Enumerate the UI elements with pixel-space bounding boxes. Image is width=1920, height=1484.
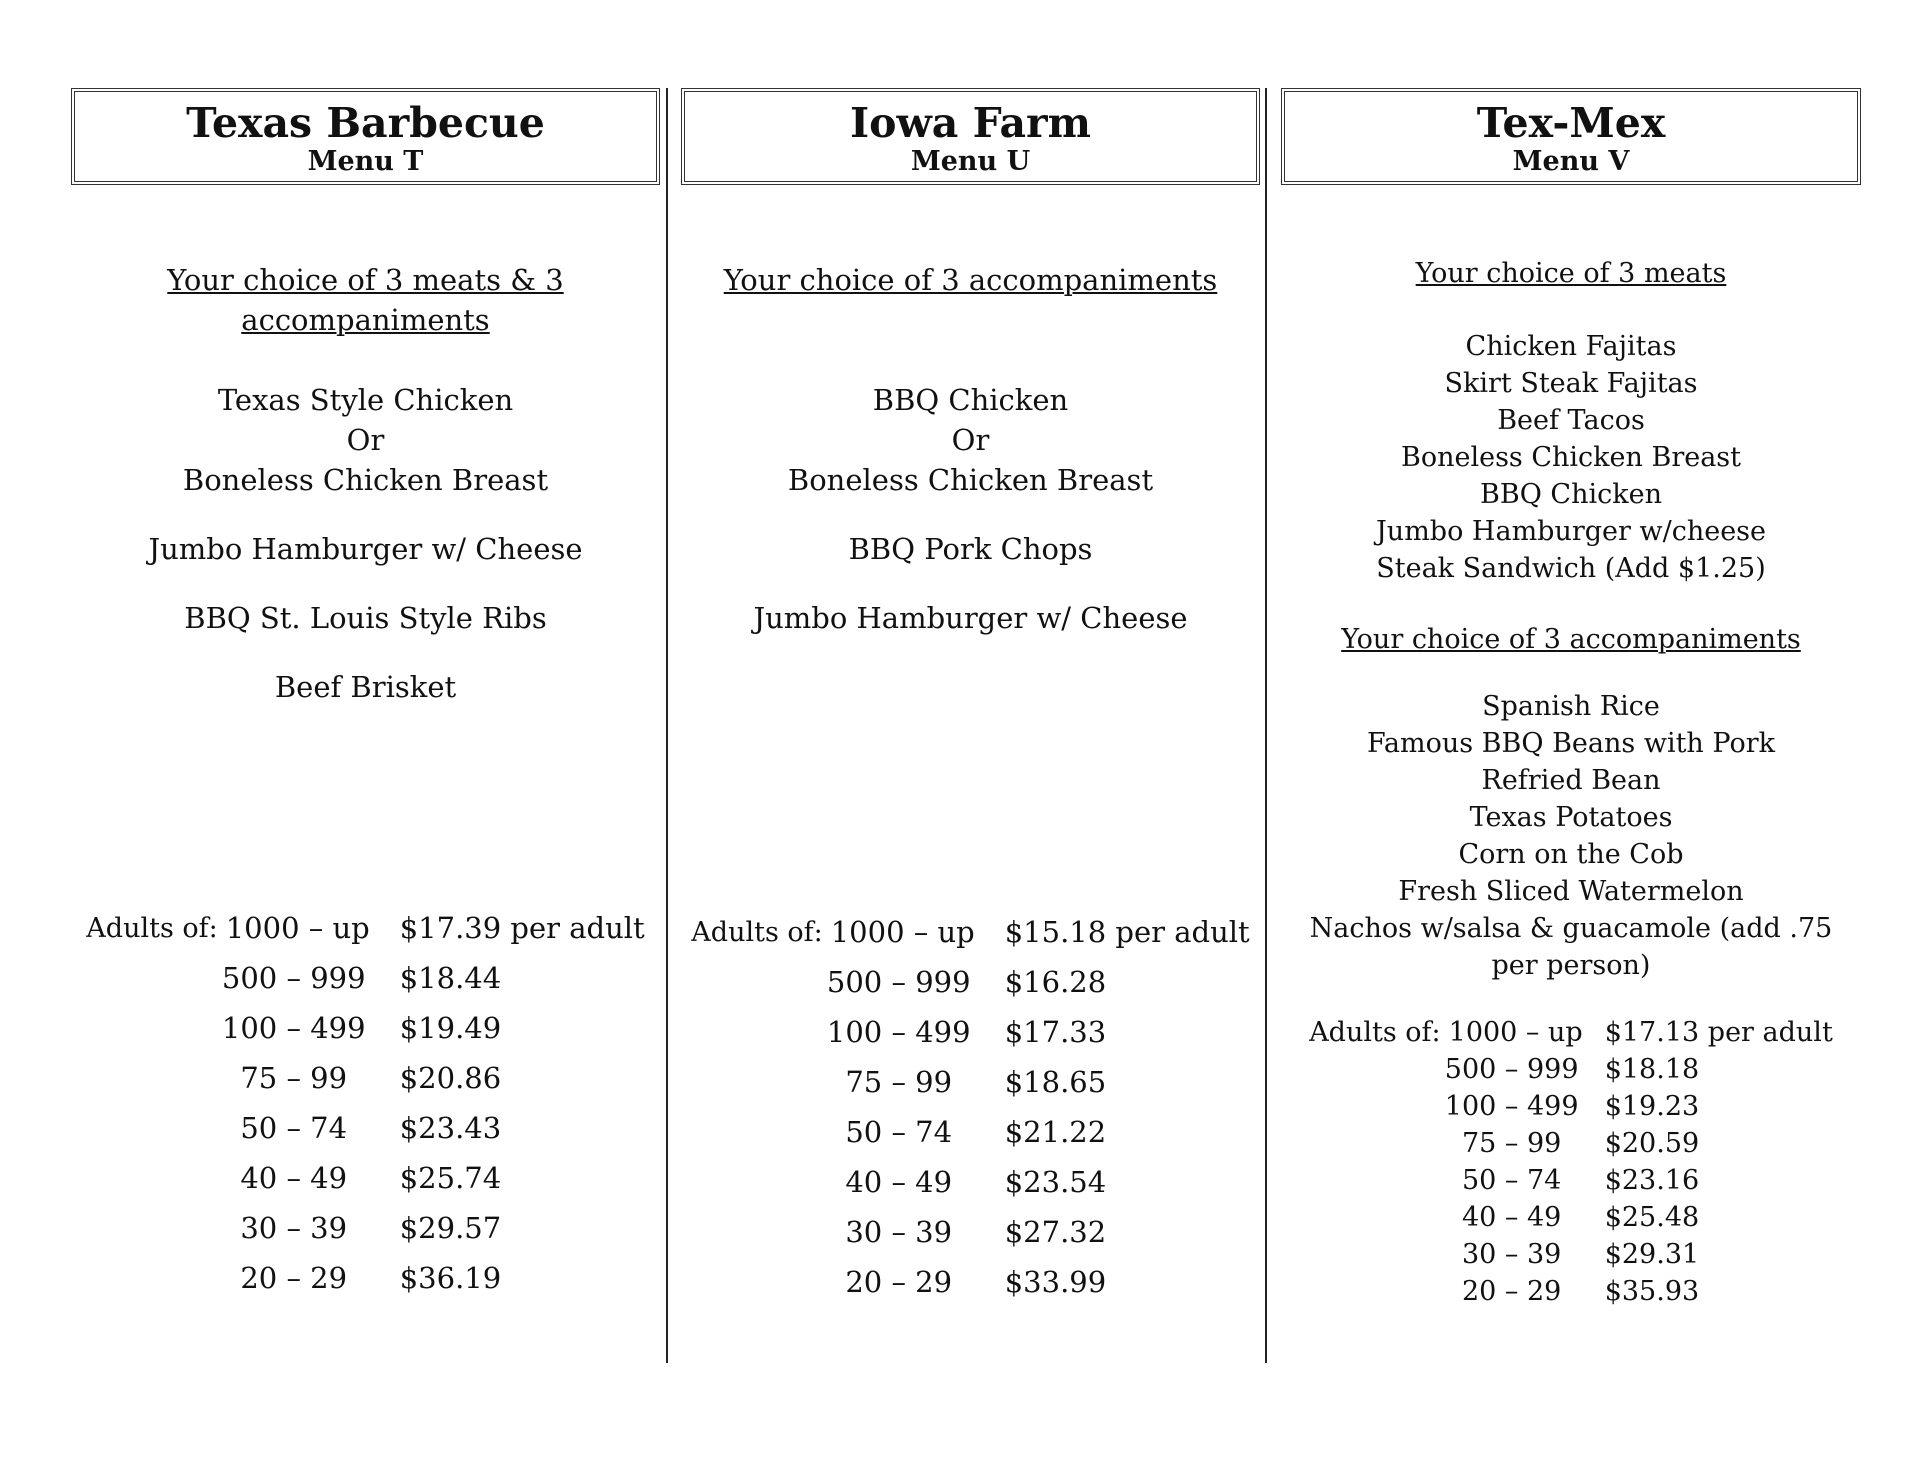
price-table [1309, 1014, 1833, 1310]
price-row [1309, 1125, 1833, 1162]
choice-heading: accompaniments [241, 303, 490, 337]
choice-heading: Your choice of 3 meats [1415, 258, 1727, 289]
price-range: 75 – 99 [845, 1065, 953, 1099]
price-table [86, 903, 644, 1303]
column-divider [666, 88, 668, 1363]
price-range: 50 – 74 [1461, 1165, 1562, 1196]
price-row [691, 1257, 1249, 1307]
menu-item: Steak Sandwich (Add $1.25) [1376, 553, 1766, 584]
price-value: $33.99 [1004, 1265, 1107, 1299]
accompaniment-item: Texas Potatoes [1469, 802, 1673, 833]
price-row [86, 1253, 644, 1303]
price-row [1309, 1162, 1833, 1199]
adults-label: Adults of: [86, 912, 218, 944]
price-value: $35.93 [1604, 1276, 1700, 1307]
price-value: $25.48 [1604, 1202, 1700, 1233]
price-value: $19.49 [399, 1011, 502, 1045]
price-row [691, 1007, 1249, 1057]
price-range: 100 – 499 [1444, 1091, 1579, 1122]
accompaniment-item: Refried Bean [1481, 765, 1661, 796]
price-range: 20 – 29 [1461, 1276, 1562, 1307]
price-value: $23.54 [1004, 1165, 1107, 1199]
price-row [86, 1103, 644, 1153]
menu-item: BBQ Chicken [872, 383, 1069, 417]
price-range: 100 – 499 [826, 1015, 971, 1049]
price-row [86, 903, 644, 953]
menu-title: Texas Barbecue [186, 99, 545, 147]
price-value: $17.39 per adult [399, 911, 645, 945]
price-row [1309, 1199, 1833, 1236]
menu-item: Boneless Chicken Breast [1400, 442, 1742, 473]
price-value: $15.18 per adult [1004, 915, 1250, 949]
accompaniment-item: Spanish Rice [1482, 691, 1660, 722]
choice-heading: Your choice of 3 meats & 3 [167, 263, 564, 297]
menu-item: Jumbo Hamburger w/ Cheese [148, 532, 583, 566]
price-row [1309, 1051, 1833, 1088]
price-range: 50 – 74 [845, 1115, 953, 1149]
price-range: 20 – 29 [240, 1261, 348, 1295]
price-row [691, 1057, 1249, 1107]
adults-label: Adults of: [1309, 1017, 1441, 1048]
menu-item: BBQ Chicken [1480, 479, 1662, 510]
price-range: 500 – 999 [826, 965, 971, 999]
menu-header [1281, 88, 1861, 185]
menu-item: Or [951, 423, 990, 457]
menu-item: Chicken Fajitas [1465, 331, 1677, 362]
price-value: $20.86 [399, 1061, 502, 1095]
menu-subtitle: Menu V [1512, 146, 1630, 177]
menu-header [681, 88, 1260, 185]
price-value: $21.22 [1004, 1115, 1107, 1149]
price-range: 1000 – up [830, 915, 975, 949]
menu-item: Jumbo Hamburger w/ Cheese [753, 601, 1188, 635]
price-row [691, 957, 1249, 1007]
price-table [691, 907, 1249, 1307]
menu-column-tex-mex [1281, 88, 1861, 1310]
price-value: $25.74 [399, 1161, 502, 1195]
price-range: 500 – 999 [221, 961, 366, 995]
meat-group [71, 380, 660, 500]
meat-group [681, 598, 1260, 638]
price-row [691, 1107, 1249, 1157]
price-row [86, 1153, 644, 1203]
price-range: 40 – 49 [1461, 1202, 1562, 1233]
price-row [691, 907, 1249, 957]
price-value: $18.65 [1004, 1065, 1107, 1099]
menu-column-texas-barbecue [71, 88, 660, 1303]
choice-heading: Your choice of 3 accompaniments [723, 263, 1218, 297]
price-value: $16.28 [1004, 965, 1107, 999]
price-row [86, 1203, 644, 1253]
price-range: 500 – 999 [1444, 1054, 1579, 1085]
meat-group [681, 529, 1260, 569]
meat-group [71, 667, 660, 707]
price-value: $27.32 [1004, 1215, 1107, 1249]
price-range: 1000 – up [1448, 1017, 1583, 1048]
menu-item: Texas Style Chicken [217, 383, 514, 417]
price-value: $23.16 [1604, 1165, 1700, 1196]
menu-item: Beef Tacos [1497, 405, 1645, 436]
accompaniment-item: Nachos w/salsa & guacamole (add .75 [1309, 913, 1833, 944]
menu-item: Beef Brisket [274, 670, 457, 704]
adults-label: Adults of: [691, 916, 823, 948]
price-range: 40 – 49 [845, 1165, 953, 1199]
column-divider [1265, 88, 1267, 1363]
price-range: 1000 – up [225, 911, 370, 945]
price-range: 75 – 99 [1461, 1128, 1562, 1159]
price-range: 40 – 49 [240, 1161, 348, 1195]
price-row [1309, 1014, 1833, 1051]
price-range: 30 – 39 [240, 1211, 348, 1245]
meat-group [71, 598, 660, 638]
menu-item: BBQ St. Louis Style Ribs [184, 601, 547, 635]
price-row [691, 1157, 1249, 1207]
menu-header [71, 88, 660, 185]
menu-item: Skirt Steak Fajitas [1444, 368, 1698, 399]
meat-list [1281, 328, 1861, 587]
price-row [691, 1207, 1249, 1257]
per-adult-label: per adult [510, 911, 645, 945]
menu-item: BBQ Pork Chops [848, 532, 1093, 566]
price-value: $20.59 [1604, 1128, 1700, 1159]
price-row [86, 1053, 644, 1103]
menu-column-iowa-farm [681, 88, 1260, 1307]
price-range: 30 – 39 [845, 1215, 953, 1249]
accompaniment-item: per person) [1491, 950, 1651, 981]
accompaniment-item: Fresh Sliced Watermelon [1398, 876, 1744, 907]
price-row [1309, 1088, 1833, 1125]
price-value: $18.44 [399, 961, 502, 995]
menu-title: Tex-Mex [1476, 99, 1666, 147]
accompaniment-item: Corn on the Cob [1458, 839, 1684, 870]
price-value: $36.19 [399, 1261, 502, 1295]
meat-group [681, 380, 1260, 500]
accompaniment-item: Famous BBQ Beans with Pork [1367, 728, 1775, 759]
price-value: $23.43 [399, 1111, 502, 1145]
price-range: 100 – 499 [221, 1011, 366, 1045]
price-value: $18.18 [1604, 1054, 1700, 1085]
menu-subtitle: Menu T [307, 146, 424, 177]
price-range: 30 – 39 [1461, 1239, 1562, 1270]
menu-item: Boneless Chicken Breast [182, 463, 549, 497]
per-adult-label: per adult [1115, 915, 1250, 949]
menu-item: Jumbo Hamburger w/cheese [1375, 516, 1767, 547]
price-value: $29.31 [1604, 1239, 1700, 1270]
price-range: 75 – 99 [240, 1061, 348, 1095]
price-row [1309, 1236, 1833, 1273]
price-row [86, 953, 644, 1003]
price-value: $17.33 [1004, 1015, 1107, 1049]
per-adult-label: per adult [1707, 1017, 1833, 1048]
price-row [86, 1003, 644, 1053]
price-row [1309, 1273, 1833, 1310]
menu-title: Iowa Farm [849, 99, 1092, 147]
meat-group [71, 529, 660, 569]
accompaniments-heading: Your choice of 3 accompaniments [1341, 624, 1801, 655]
accompaniment-list [1281, 688, 1861, 984]
menu-item: Or [346, 423, 385, 457]
price-value: $29.57 [399, 1211, 502, 1245]
price-value: $17.13 per adult [1604, 1017, 1833, 1048]
menu-item: Boneless Chicken Breast [787, 463, 1154, 497]
price-range: 50 – 74 [240, 1111, 348, 1145]
price-value: $19.23 [1604, 1091, 1700, 1122]
menu-subtitle: Menu U [910, 146, 1031, 177]
price-range: 20 – 29 [845, 1265, 953, 1299]
